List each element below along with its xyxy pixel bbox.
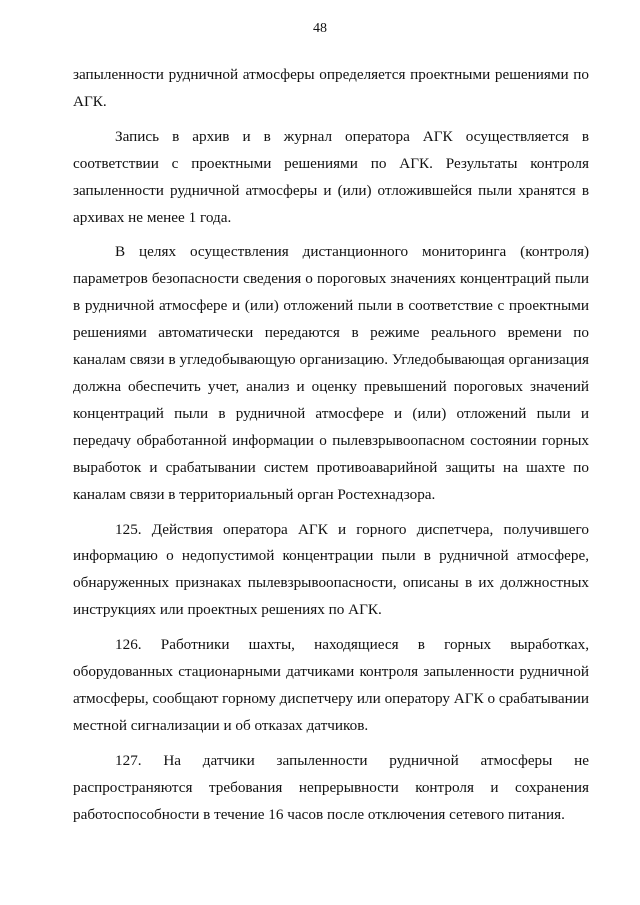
- paragraph-125: 125. Действия оператора АГК и горного диспетчера, получившего информацию о недопустимой концентрации пыли в рудничной атмосфере, обнаруженных признаках пылевзрывоопасности, описаны в их должностных инструкциях или проектных решениях по АГК.: [73, 520, 589, 619]
- paragraph-continuation: запыленности рудничной атмосферы определяется проектными решениями по АГК.: [73, 66, 589, 110]
- paragraph-archive-record: Запись в архив и в журнал оператора АГК осуществляется в соответствии с проектными решениями по АГК. Результаты контроля запыленности рудничной атмосферы и (или) отложившейся пыли хранятся в архивах не менее 1 года.: [73, 127, 589, 226]
- paragraph-127: 127. На датчики запыленности рудничной атмосферы не распространяются требования непрерывности контроля и сохранения работоспособности в течение 16 часов после отключения сетевого питания.: [73, 751, 589, 823]
- paragraph-remote-monitoring: В целях осуществления дистанционного мониторинга (контроля) параметров безопасности сведения о пороговых значениях концентраций пыли в рудничной атмосфере и (или) отложений пыли в соответствие с проектными решениями автоматически передаются в режиме реального времени по каналам связи в угледобывающую организацию. Угледобывающая организация должна обеспечить учет, анализ и оценку превышений пороговых значений концентраций пыли в рудничной атмосфере и (или) отложений пыли и передачу обработанной информации о пылевзрывоопасном состоянии горных выработок и срабатывании систем противоаварийной защиты на шахте по каналам связи в территориальный орган Ростехнадзора.: [73, 243, 589, 503]
- page-number: 48: [313, 21, 327, 36]
- page-body: [73, 62, 589, 836]
- paragraph-126: 126. Работники шахты, находящиеся в горных выработках, оборудованных стационарными датчиками контроля запыленности рудничной атмосферы, сообщают горному диспетчеру или оператору АГК о срабатывании местной сигнализации и об отказах датчиков.: [73, 636, 589, 734]
